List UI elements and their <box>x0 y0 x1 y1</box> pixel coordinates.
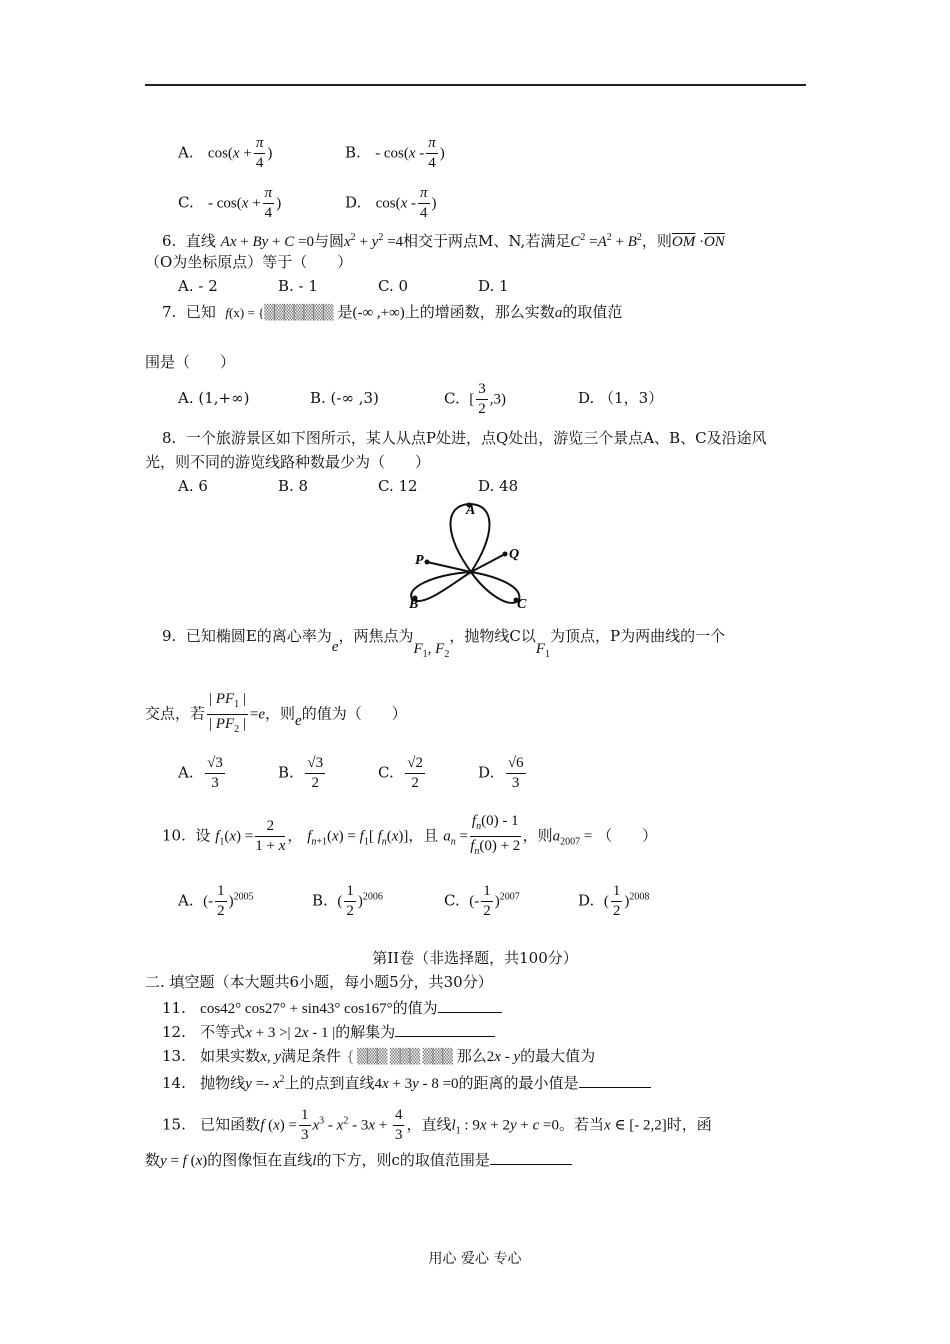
point-p <box>425 560 430 565</box>
q13-constraints-smudge: { ▒▒▒ ▒▒▒ ▒▒▒ <box>345 1049 452 1065</box>
q8-option-b: B. 8 <box>278 477 309 495</box>
q6-option-d: D. 1 <box>478 277 509 295</box>
label-q: Q <box>509 547 520 562</box>
q9-stem: 9. 已知椭圆E的离心率为e，两焦点为$F_1$, $F_2$，抛物线C以$F_1$为顶点，P为两曲线的一个 <box>162 627 726 660</box>
q10-option-d: D. ( $\frac{1}{2}$ )$^{2008}$ <box>578 883 650 919</box>
q10-option-a: A. (- $\frac{1}{2}$ )$^{2005}$ <box>178 883 254 919</box>
q6-stem: 6. 直线 Ax + By + C =0与圆$x^2 + y^2 =4$相交于两点M、N,若满足$C^2 =A^2 + B^2$，则$\overline{OM} \cdot\overline{ON}$ <box>162 232 725 250</box>
q12: 12. 不等式x + 3 >| 2x - 1 |的解集为 <box>162 1022 495 1043</box>
q8-option-d: D. 48 <box>478 477 519 495</box>
q7-option-a: A. (1,+∞) <box>178 389 250 407</box>
section-heading: 二. 填空题（本大题共6小题，每小题5分，共30分） <box>145 973 493 991</box>
q11-answer-blank <box>438 998 502 1013</box>
q7-option-c: C. [ $\frac{3}{2}$ ,3) <box>444 381 507 417</box>
q7-piecewise-smudge: ▒▒▒▒▒▒▒ <box>264 305 333 321</box>
q7-option-d: D. （1，3） <box>578 389 664 407</box>
loop-b <box>411 572 471 601</box>
q6-option-c: C. 0 <box>378 277 409 295</box>
q7-stem: 7. 已知 f(x) = {▒▒▒▒▒▒▒ 是(-∞ ,+∞)上的增函数，那么实数a的取值范 <box>162 303 623 321</box>
q15-cont: 数y = f (x)的图像恒在直线l的下方，则c的取值范围是 <box>145 1150 572 1171</box>
part2-title: 第II卷（非选择题，共100分） <box>372 949 578 967</box>
q6-option-b: B. - 1 <box>278 277 318 295</box>
point-q <box>503 552 508 557</box>
q5-option-c: C. - cos(x + $\frac{\pi}{4}$ ) <box>178 185 282 221</box>
q15-answer-blank <box>490 1150 572 1165</box>
header-rule <box>145 84 806 86</box>
q11: 11. cos42° cos27° + sin43° cos167°的值为 <box>162 998 502 1019</box>
q14-answer-blank <box>579 1073 651 1088</box>
q9-option-c: C. $\frac{√2}{2}$ <box>378 755 423 791</box>
page-footer: 用心 爱心 专心 <box>428 1251 522 1267</box>
q6-option-a: A. - 2 <box>178 277 218 295</box>
q12-answer-blank <box>395 1022 495 1037</box>
q15: 15. 已知函数f (x) = $\frac{1}{3}$ $x^3 - x^2 - 3x$ + $\frac{4}{3}$ ，直线$l_1$ : 9x + 2y + c =0。若当x ∈ [- 2,2]时，函 <box>162 1107 712 1143</box>
q5-option-a: A. cos(x + $\frac{\pi}{4}$ ) <box>178 135 273 171</box>
q9-option-b: B. $\frac{√3}{2}$ <box>278 755 324 791</box>
q10-option-c: C. (- $\frac{1}{2}$ )$^{2007}$ <box>444 883 520 919</box>
label-p: P <box>415 553 424 568</box>
label-a: A <box>466 503 476 518</box>
q8-option-c: C. 12 <box>378 477 418 495</box>
q9-option-a: A. $\frac{√3}{3}$ <box>178 755 223 791</box>
q6-stem-cont: （O为坐标原点）等于（ ） <box>145 253 353 271</box>
q10-option-b: B. ( $\frac{1}{2}$ )$^{2006}$ <box>312 883 383 919</box>
q8-route-figure <box>405 496 545 616</box>
q9-option-d: D. $\frac{√6}{3}$ <box>478 755 524 791</box>
q14: 14. 抛物线$y =- x^2$上的点到直线4x + 3y - 8 =0的距离的最小值是 <box>162 1070 651 1094</box>
q8-stem: 8. 一个旅游景区如下图所示，某人从点P处进，点Q处出，游览三个景点A、B、C及沿途风 <box>162 429 767 447</box>
q5-option-b: B. - cos(x - $\frac{\pi}{4}$ ) <box>345 135 445 171</box>
label-c: C <box>517 597 527 612</box>
q8-stem-cont: 光，则不同的游览线路种数最少为（ ） <box>145 453 431 471</box>
loop-c <box>471 572 519 603</box>
q7-option-b: B. (-∞ ,3) <box>310 389 379 407</box>
q10-stem: 10. 设 $f_1(x)$ = $\frac{2}{1 + x}$ ， $f_{n+1}(x) = f_1$[ $f_n(x)$]，且 $a_n$ = $\frac{f_n(0) - 1}{f_n(0) + 2}$ ，则$a_{2007}$ = （ ） <box>162 813 658 857</box>
q7-stem-cont: 围是（ ） <box>145 353 236 371</box>
q5-option-d: D. cos(x - $\frac{\pi}{4}$ ) <box>345 185 437 221</box>
q13: 13. 如果实数x, y满足条件 { ▒▒▒ ▒▒▒ ▒▒▒ 那么2x - y的最大值为 <box>162 1047 596 1065</box>
q8-option-a: A. 6 <box>178 477 208 495</box>
q9-stem-cont: 交点，若 $\frac{| PF_1 |}{| PF_2 |}$ =e，则e的值为（ ） <box>145 691 407 735</box>
label-b: B <box>409 597 419 612</box>
